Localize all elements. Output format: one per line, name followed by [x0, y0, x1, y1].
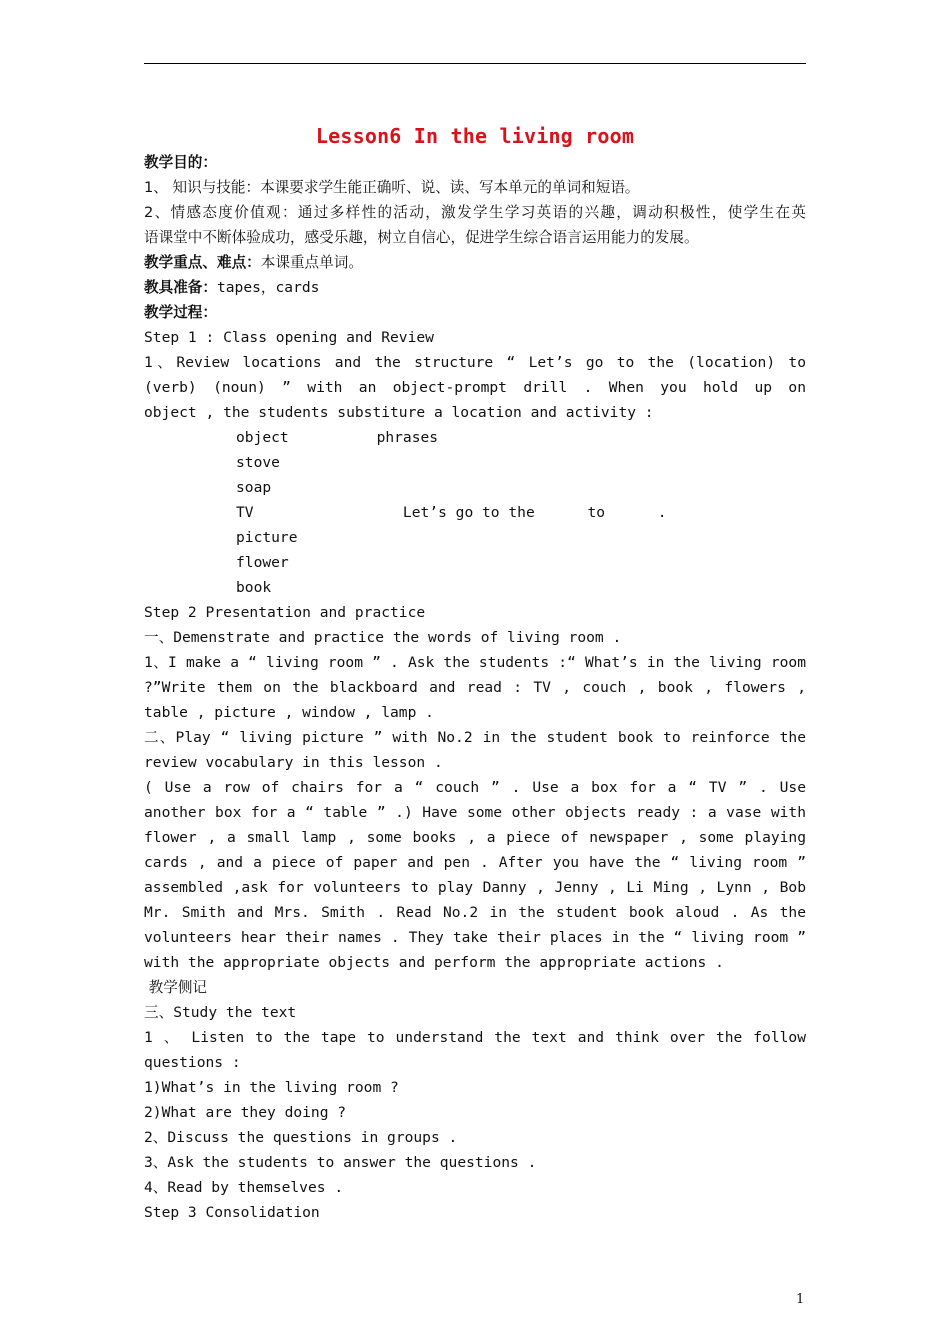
page-number: 1 — [796, 1292, 805, 1307]
focus-label: 教学重点、难点： — [144, 254, 261, 271]
prep-text: tapes，cards — [216, 279, 320, 296]
text-line: 1、Review locations and the structure “ Let’s go to the (location) to — [144, 354, 806, 371]
document-title: Lesson6 In the living room — [315, 124, 635, 148]
text-line: 语课堂中不断体验成功，感受乐趣，树立自信心，促进学生综合语言运用能力的发展。 — [144, 229, 699, 246]
text-line: (verb) (noun) ” with an object-prompt drill . When you hold up on — [144, 379, 806, 396]
text-line: Step 3 Consolidation — [144, 1204, 320, 1221]
text-line: with the appropriate objects and perform the appropriate actions . — [144, 954, 724, 971]
text-line: Step 2 Presentation and practice — [144, 604, 426, 621]
text-line: 1、 知识与技能：本课要求学生能正确听、说、读、写本单元的单词和短语。 — [144, 179, 640, 196]
text-line: Step 1 : Class opening and Review — [144, 329, 434, 346]
text-line: ?”Write them on the blackboard and read : TV , couch , book , flowers , — [144, 679, 806, 696]
text-line: TV Let’s go to the to . — [236, 504, 667, 521]
text-line: Mr. Smith and Mrs. Smith . Read No.2 in the student book aloud . As the — [144, 904, 806, 921]
text-line: 2、Discuss the questions in groups . — [144, 1129, 458, 1146]
text-line: 教学侧记 — [144, 979, 208, 996]
document-body — [144, 150, 806, 1225]
header-rule — [144, 63, 806, 64]
text-line: volunteers hear their names . They take their places in the “ living room ” — [144, 929, 806, 946]
text-line: 一、Demenstrate and practice the words of living room . — [144, 629, 622, 646]
text-line: 2、情感态度价值观：通过多样性的活动，激发学生学习英语的兴趣，调动积极性，使学生在英 — [144, 204, 806, 221]
text-line: another box for a “ table ” .) Have some other objects ready : a vase with — [144, 804, 806, 821]
text-line: flower — [236, 554, 289, 571]
text-line: ( Use a row of chairs for a “ couch ” . Use a box for a “ TV ” . Use — [144, 779, 806, 796]
text-line: picture — [236, 529, 298, 546]
text-line: 3、Ask the students to answer the questions . — [144, 1154, 537, 1171]
text-line: table , picture , window , lamp . — [144, 704, 434, 721]
text-line: cards , and a piece of paper and pen . After you have the “ living room ” — [144, 854, 806, 871]
text-line: assembled ,ask for volunteers to play Danny , Jenny , Li Ming , Lynn , Bob — [144, 879, 806, 896]
text-line: stove — [236, 454, 280, 471]
text-line: object phrases — [236, 429, 439, 446]
text-line: questions : — [144, 1054, 241, 1071]
prep-label: 教具准备： — [144, 279, 217, 296]
text-line: 2)What are they doing ? — [144, 1104, 347, 1121]
process-label: 教学过程： — [144, 304, 217, 321]
text-line: 二、Play “ living picture ” with No.2 in the student book to reinforce the — [144, 729, 806, 746]
text-line: 1 、 Listen to the tape to understand the text and think over the follow — [144, 1029, 806, 1046]
text-line: 1、I make a “ living room ” . Ask the students :“ What’s in the living room — [144, 654, 806, 671]
focus-line — [144, 250, 806, 275]
text-line: soap — [236, 479, 272, 496]
text-line: object , the students substiture a location and activity : — [144, 404, 654, 421]
text-line: flower , a small lamp , some books , a piece of newspaper , some playing — [144, 829, 806, 846]
text-line: review vocabulary in this lesson . — [144, 754, 443, 771]
text-line: 1)What’s in the living room ? — [144, 1079, 399, 1096]
prep-line — [144, 275, 806, 300]
text-line: 教学目的： — [144, 154, 217, 171]
text-line: 三、Study the text — [144, 1004, 297, 1021]
text-line: book — [236, 579, 272, 596]
focus-text: 本课重点单词。 — [260, 254, 363, 271]
text-line: 4、Read by themselves . — [144, 1179, 344, 1196]
